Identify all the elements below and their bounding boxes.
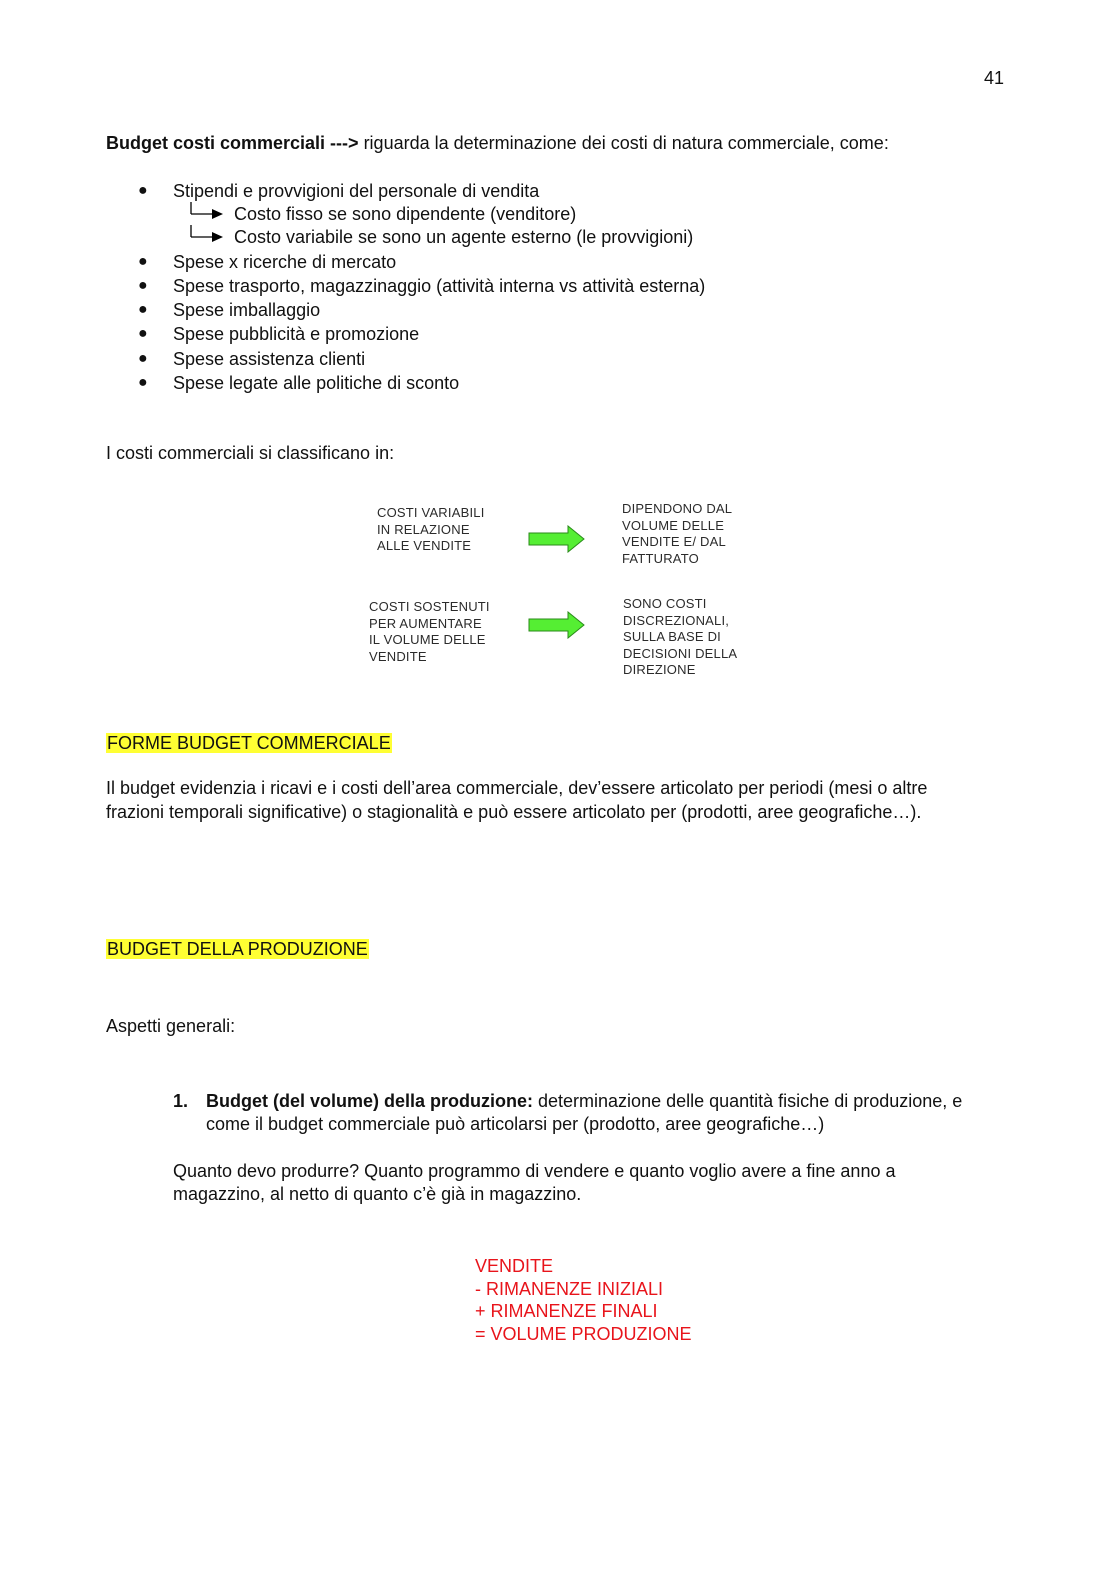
question-line1: Quanto devo produrre? Quanto programmo di vendere e quanto voglio avere a fine anno a [173, 1161, 896, 1181]
question-line2: magazzino, al netto di quanto c’è già in magazzino. [173, 1184, 582, 1204]
heading-forme-budget [106, 731, 392, 755]
list-item-text: Spese pubblicità e promozione [173, 324, 420, 344]
sub-item-text: Costo fisso se sono dipendente (venditore) [234, 204, 577, 224]
numbered-item-number: 1. [173, 1091, 189, 1111]
list-item-text: Spese assistenza clienti [173, 349, 366, 369]
section-title-rest: riguarda la determinazione dei costi di natura commerciale, come: [358, 133, 889, 153]
section-title-costi-commerciali [106, 131, 889, 155]
production-formula [475, 1255, 692, 1345]
list-item-text: Spese legate alle politiche di sconto [173, 373, 460, 393]
numbered-item-rest: determinazione delle quantità fisiche di produzione, e [533, 1091, 963, 1111]
formula-line: + RIMANENZE FINALI [475, 1301, 658, 1321]
highlighted-heading: BUDGET DELLA PRODUZIONE [107, 939, 368, 959]
diagram-right-label: DIPENDONO DAL VOLUME DELLE VENDITE E/ DAL FATTURATO [622, 501, 733, 566]
bullet-icon: ● [138, 301, 148, 318]
highlighted-heading: FORME BUDGET COMMERCIALE [107, 733, 391, 753]
forme-paragraph-line2: frazioni temporali significative) o stagionalità e può essere articolato per (prodotti, aree geografiche…). [106, 802, 922, 822]
formula-line: - RIMANENZE INIZIALI [475, 1278, 664, 1299]
classification-intro: I costi commerciali si classificano in: [106, 443, 395, 463]
page-number: 41 [984, 68, 1005, 88]
diagram-left-label: COSTI SOSTENUTI PER AUMENTARE IL VOLUME DELLE VENDITE [369, 599, 490, 664]
list-item-text: Spese x ricerche di mercato [173, 252, 397, 272]
numbered-item-line1 [206, 1089, 962, 1113]
aspetti-generali: Aspetti generali: [106, 1016, 236, 1036]
diagram-left-label: COSTI VARIABILI IN RELAZIONE ALLE VENDITE [377, 505, 485, 553]
section-title-bold: Budget costi commerciali ---> [106, 133, 359, 153]
formula-line: VENDITE [475, 1256, 554, 1276]
sub-item-text: Costo variabile se sono un agente esterno (le provvigioni) [234, 227, 694, 247]
list-item-text: Stipendi e provvigioni del personale di vendita [173, 181, 540, 201]
bullet-icon: ● [138, 325, 148, 342]
numbered-item-line2: come il budget commerciale può articolarsi per (prodotto, aree geografiche…) [206, 1114, 825, 1134]
bullet-icon: ● [138, 374, 148, 391]
bullet-icon: ● [138, 182, 148, 199]
bullet-icon: ● [138, 350, 148, 367]
heading-budget-produzione [106, 937, 369, 961]
formula-line: = VOLUME PRODUZIONE [475, 1323, 692, 1344]
diagram-right-label: SONO COSTI DISCREZIONALI, SULLA BASE DI DECISIONI DELLA DIREZIONE [623, 596, 738, 677]
numbered-item-bold: Budget (del volume) della produzione: [206, 1091, 534, 1111]
green-right-arrow-icon [528, 525, 586, 553]
bullet-icon: ● [138, 253, 148, 270]
bullet-icon: ● [138, 277, 148, 294]
list-item-text: Spese imballaggio [173, 300, 321, 320]
forme-paragraph-line1: Il budget evidenzia i ricavi e i costi dell’area commerciale, dev’essere articolato per periodi (mesi o altre [106, 778, 928, 798]
list-item-text: Spese trasporto, magazzinaggio (attività interna vs attività esterna) [173, 276, 706, 296]
elbow-arrow-icon [188, 202, 228, 226]
green-right-arrow-icon [528, 611, 586, 639]
elbow-arrow-icon [188, 225, 228, 249]
